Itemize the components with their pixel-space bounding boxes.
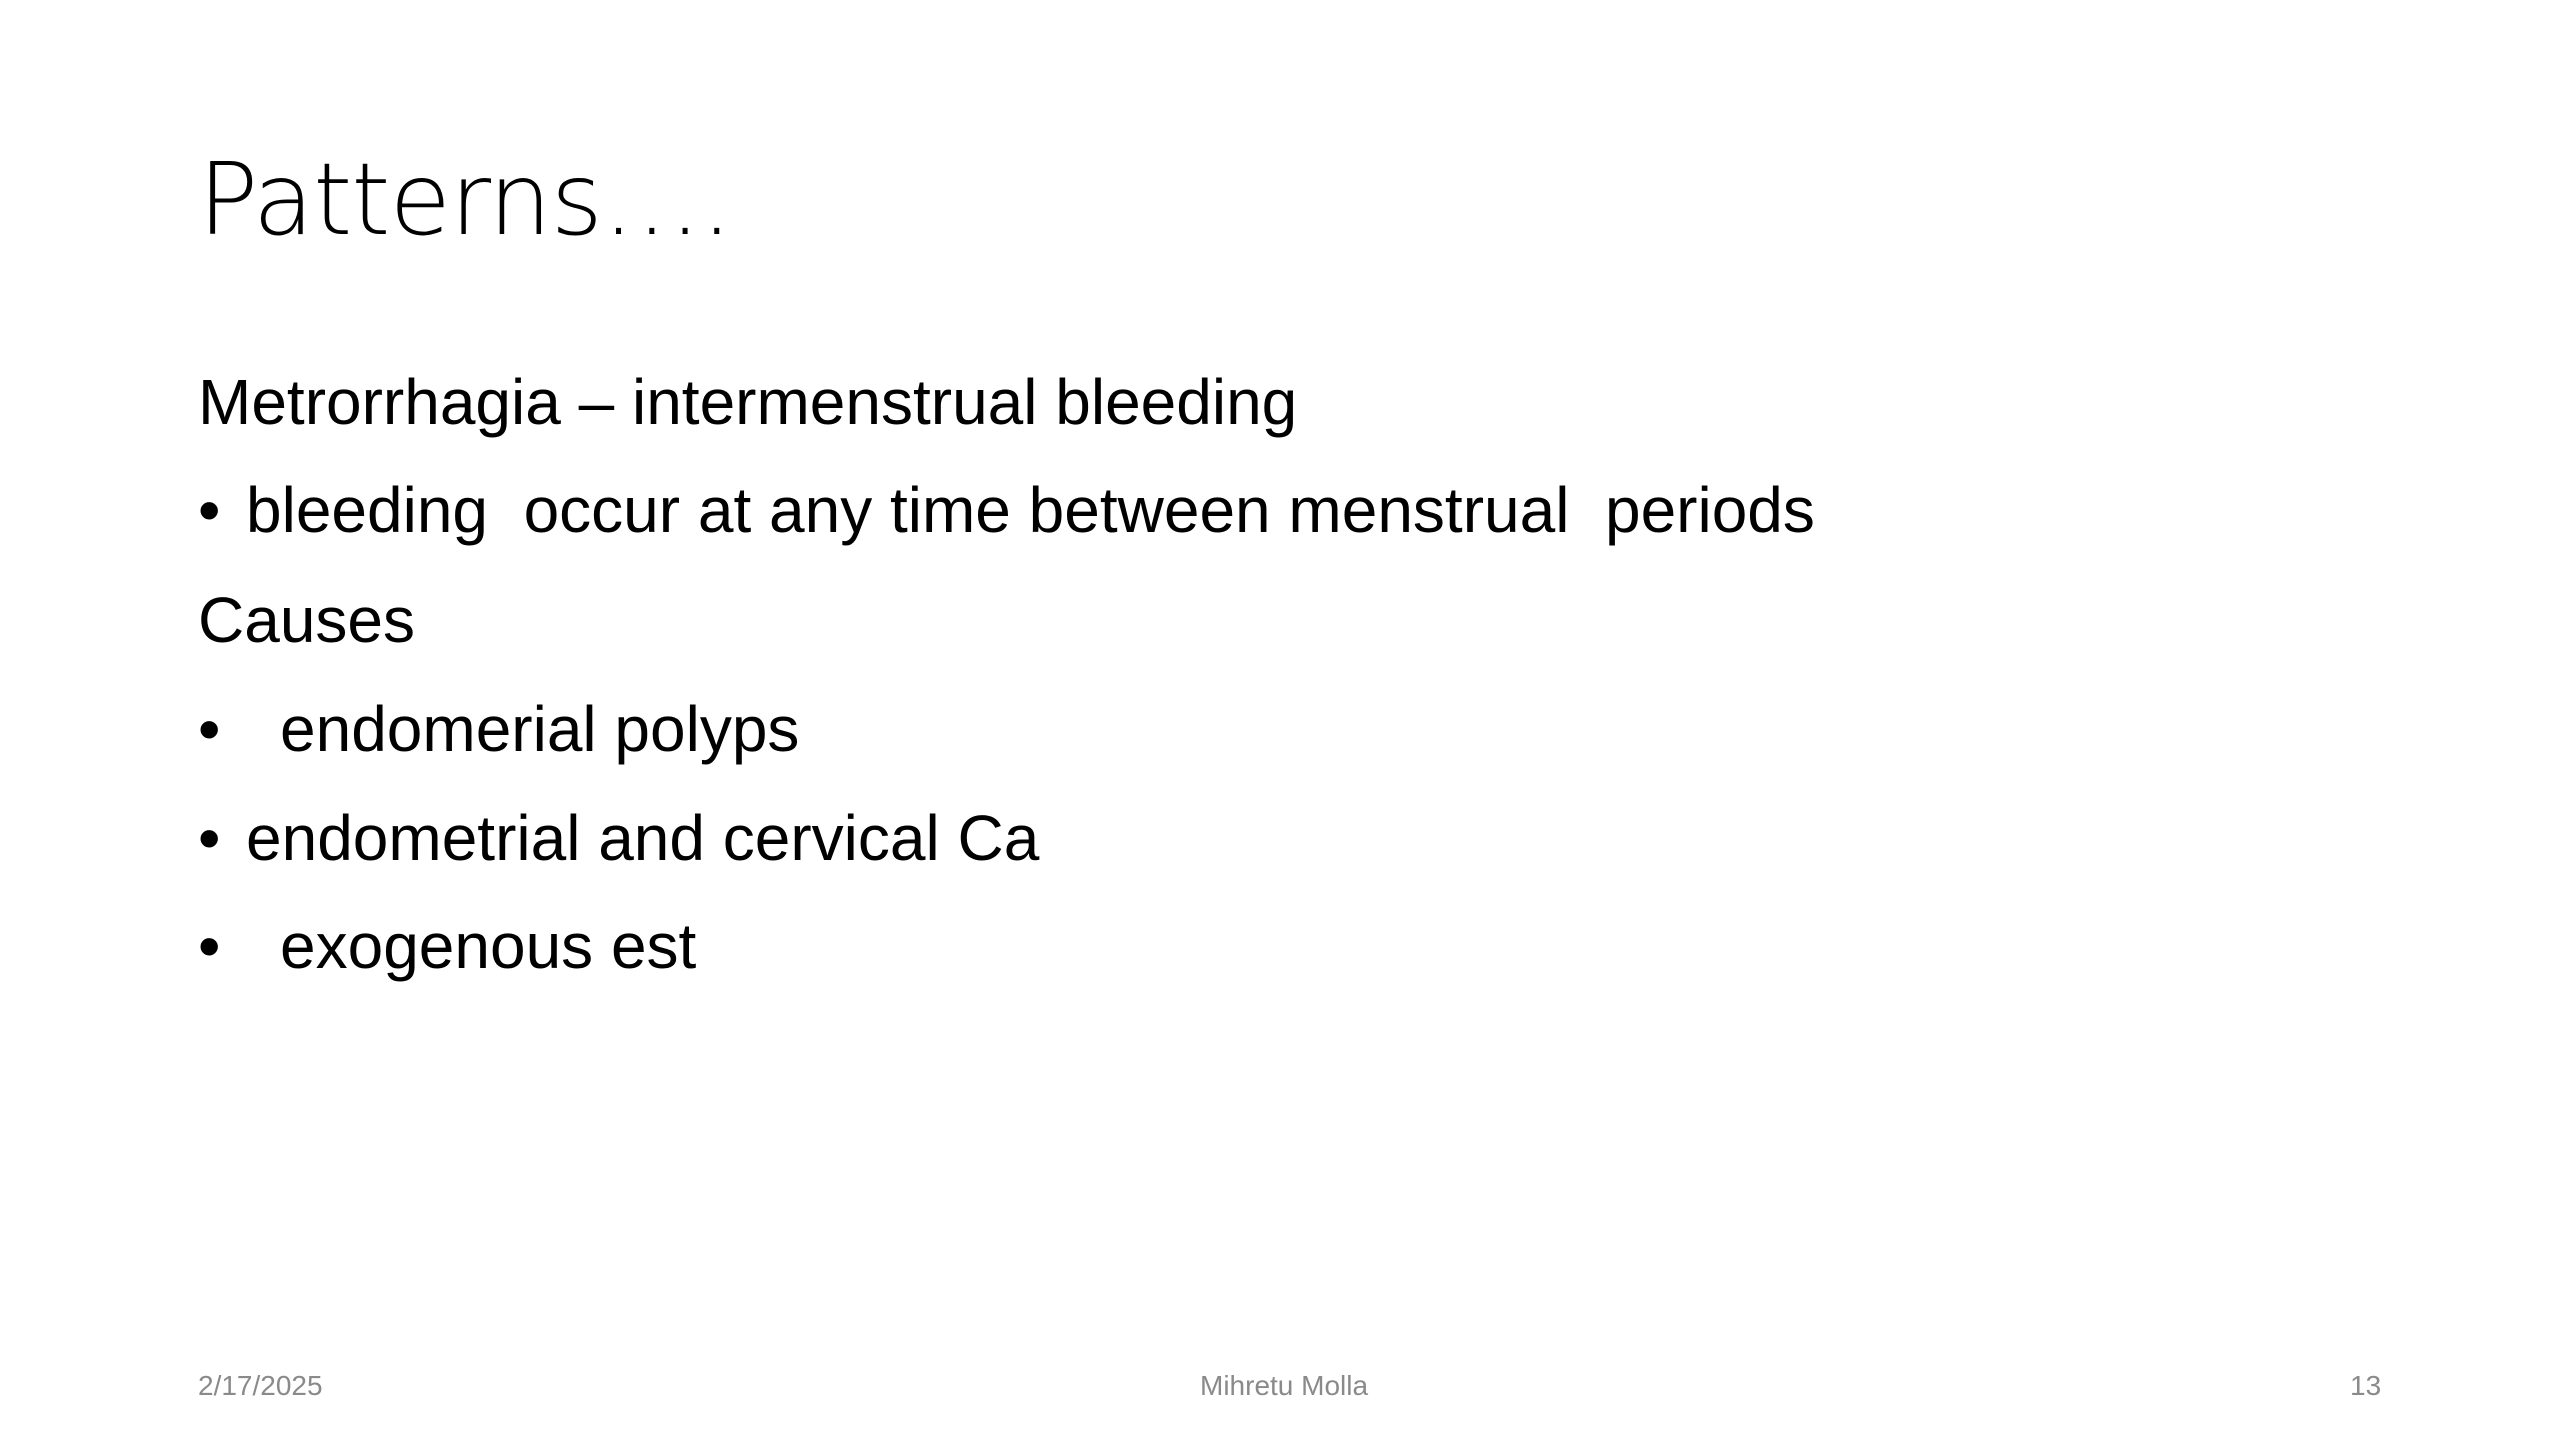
slide-title: Patterns…. — [198, 141, 732, 258]
bullet-item — [198, 474, 1815, 546]
cause-text: exogenous est — [280, 910, 697, 982]
cause-item — [198, 910, 697, 982]
heading-line — [198, 366, 1298, 438]
heading-text: Metrorrhagia – intermenstrual bleeding — [198, 366, 1298, 438]
cause-text: endomerial polyps — [280, 693, 800, 765]
bullet-icon: • — [198, 802, 221, 874]
footer-page-number: 13 — [2350, 1370, 2382, 1401]
bullet-icon: • — [198, 474, 221, 546]
footer-author: Mihretu Molla — [1200, 1370, 1369, 1401]
cause-item — [198, 693, 800, 765]
footer-date: 2/17/2025 — [198, 1370, 323, 1401]
cause-text: endometrial and cervical Ca — [246, 802, 1040, 874]
bullet-text: bleeding occur at any time between menstrual periods — [246, 474, 1815, 546]
cause-item — [198, 802, 1040, 874]
bullet-icon: • — [198, 910, 221, 982]
bullet-icon: • — [198, 693, 221, 765]
causes-label: Causes — [198, 584, 415, 656]
